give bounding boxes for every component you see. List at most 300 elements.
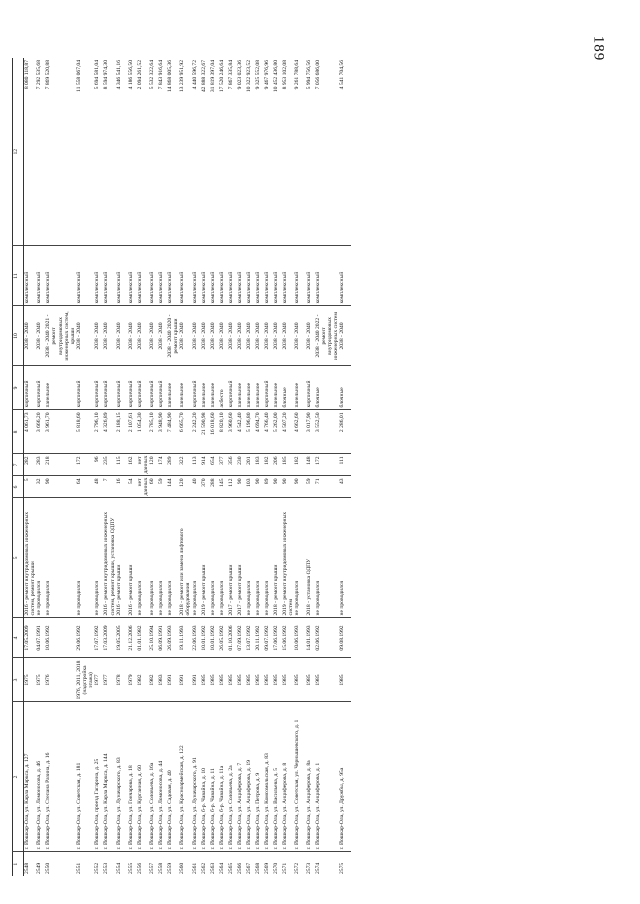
table-cell: 5 994 756,56 (305, 60, 312, 90)
table-cell: комплексный (315, 246, 340, 306)
table-cell: г. Йошкар-Ола, б-р. Чавайна, д. 10 (201, 702, 210, 852)
table-cell: 14 868 005,36 (166, 60, 173, 93)
table-cell: 1979 (128, 658, 137, 702)
table-cell: не проводился (315, 498, 340, 618)
table-cell: 5 818,60 (76, 410, 94, 454)
table-cell: 2019 - ремонт крыши (201, 498, 210, 618)
table-cell: 2038 - 2040 (36, 306, 45, 366)
table-cell: 2573 (306, 852, 315, 876)
table-cell: 7 867 335,84 (227, 60, 234, 90)
table-cell: 282 (24, 454, 37, 476)
table-cell: кирпичный (128, 366, 137, 410)
table-cell: 2555 (128, 852, 137, 876)
table-cell: комплексный (103, 246, 115, 306)
table-cell: 2 094 261,52 (136, 60, 143, 90)
table-cell: 89 (264, 476, 273, 498)
table-cell: 1991 (192, 658, 201, 702)
table-cell: 2 286,01 (339, 410, 351, 454)
table-cell: не проводился (45, 498, 76, 618)
table-cell: г. Йошкар-Ола, ул. Ломоносова, д. 44 (158, 702, 167, 852)
table-cell: комплексный (228, 246, 237, 306)
table-cell: 21.12.2006 (128, 618, 137, 658)
table-cell: 182 (294, 454, 306, 476)
table-cell: 2038 - 2040 (179, 306, 191, 366)
table-cell: не проводился (219, 498, 228, 618)
table-cell: комплексный (76, 246, 94, 306)
table-cell: 1977 (94, 658, 103, 702)
buildings-table (12, 58, 351, 876)
table-cell: 1991 (179, 658, 191, 702)
table-cell: 1985 (255, 658, 264, 702)
table-cell: 4 061,73 (24, 410, 37, 454)
column-header: 2 (13, 702, 24, 852)
table-cell: 2562 (201, 852, 210, 876)
table-cell: кирпичный (36, 366, 45, 410)
table-cell: 2 785,10 (149, 410, 158, 454)
table-cell: г. Йошкар-Ола, ул. Ломоносова, д. 46 (36, 702, 45, 852)
table-row (339, 58, 351, 876)
table-row (282, 58, 294, 876)
table-cell: 103 (246, 476, 255, 498)
table-cell: 2018 - установка ОДПУ (306, 498, 315, 618)
table-cell: г. Йошкар-Ола, ул. Анциферова, д. 8а (306, 702, 315, 852)
table-row (315, 58, 340, 876)
table-cell: панельное (294, 366, 306, 410)
table-cell: 29.06.1992 (76, 618, 94, 658)
table-row (294, 58, 306, 876)
table-row (158, 58, 167, 876)
table-cell: 370 (201, 476, 210, 498)
table-cell: 2016 - ремонт крыши (116, 498, 128, 618)
table-row (116, 58, 128, 876)
table-cell: 1985 (294, 658, 306, 702)
table-cell: кирпичный (137, 366, 149, 410)
table-cell: не проводился (158, 498, 167, 618)
table-cell: 9 023 023,36 (236, 60, 243, 90)
table-cell: 172 (76, 454, 94, 476)
table-cell: 2017 - ремонт крыши (228, 498, 237, 618)
table-cell: кирпичный (192, 366, 201, 410)
table-cell: 2038 - 2040 (237, 306, 246, 366)
table-cell: 2038 - 2040 (339, 306, 351, 366)
table-cell: не проводился (36, 498, 45, 618)
table-cell: 26.09.1993 (167, 618, 179, 658)
table-cell: 235 (103, 454, 115, 476)
table-cell: 8 820,10 (219, 410, 228, 454)
table-cell: 6 665,70 (179, 410, 191, 454)
table-cell: г. Йошкар-Ола, ул. Красноармейская, д. 122 (179, 702, 191, 852)
table-cell: 4 694,70 (255, 410, 264, 454)
table-cell: 1976, 2011, 2018 (надстройка этажа) (76, 658, 94, 702)
table-cell: 10 322 923,52 (245, 60, 252, 93)
table-cell: комплексный (24, 246, 37, 306)
table-cell: 2557 (149, 852, 158, 876)
table-cell: 4 186 556,50 (127, 60, 134, 90)
table-cell: 21 590,98 (201, 410, 210, 454)
table-cell: 2038 - 2040 (158, 306, 167, 366)
table-cell: г. Йошкар-Ола, ул. Советская, ул. Чернышевского, д. 1 (294, 702, 306, 852)
table-cell: комплексный (294, 246, 306, 306)
table-cell: 2038 - 2040 (306, 306, 315, 366)
table-cell: 1985 (306, 658, 315, 702)
table-cell: 2560 (179, 852, 191, 876)
table-body (24, 58, 352, 876)
table-cell: не проводился (94, 498, 103, 618)
table-cell: 59 (158, 476, 167, 498)
table-row (36, 58, 45, 876)
column-header: 8 (13, 410, 24, 454)
table-cell: комплексный (246, 246, 255, 306)
table-cell: 111 (339, 454, 351, 476)
table-cell: 60 (149, 476, 158, 498)
table-cell: 7 056 686,00 (314, 60, 321, 90)
table-cell: 2016 - ремонт внутридомовых инженерных систем, ремонт крыши (24, 498, 37, 618)
table-cell: 145 (219, 476, 228, 498)
table-cell: 90 (237, 476, 246, 498)
column-header: 7 (13, 454, 24, 476)
table-cell: 1975 (36, 658, 45, 702)
table-cell: 2 242,20 (192, 410, 201, 454)
table-cell: 9 261 788,64 (293, 60, 300, 90)
table-row (264, 58, 273, 876)
header-row (13, 58, 24, 876)
table-cell: 2016 - ремонт крыши (128, 498, 137, 618)
table-cell: 2038 - 2040 (219, 306, 228, 366)
table-cell: г. Йошкар-Ола, ул. Васильева, д. 5 (273, 702, 282, 852)
table-cell: 2552 (94, 852, 103, 876)
table-cell: 2038 - 2040 2021 - ремонт внутридомовых инженерных систем, крыши (45, 306, 76, 366)
table-cell: 19.11.1993 (179, 618, 191, 658)
table-row (137, 58, 149, 876)
table-cell: 2568 (255, 852, 264, 876)
table-cell: не проводился (210, 498, 219, 618)
table-cell: 1982 (149, 658, 158, 702)
table-cell: 283 (36, 454, 45, 476)
table-cell: г. Йошкар-Ола, ул. Советская, д. 181 (76, 702, 94, 852)
table-cell: г. Йошкар-Ола, б-р. Чавайна, д. 11а (219, 702, 228, 852)
table-cell: панельное (246, 366, 255, 410)
table-cell: 183 (255, 454, 264, 476)
column-header: 6 (13, 476, 24, 498)
table-row (167, 58, 179, 876)
table-cell: блочные (339, 366, 351, 410)
table-cell: 7 (103, 476, 115, 498)
table-cell: 1975 (24, 658, 37, 702)
table-cell: 2038 - 2040 (128, 306, 137, 366)
table-cell: кирпичный (306, 366, 315, 410)
table-cell: г. Йошкар-Ола, ул. Анциферова, д. 7 (237, 702, 246, 852)
table-cell: 2038 - 2040 (24, 306, 37, 366)
table-cell: 322 (179, 454, 191, 476)
table-cell: 162 (128, 454, 137, 476)
table-cell: 1991 (167, 658, 179, 702)
table-cell: 288 (210, 476, 219, 498)
table-row (246, 58, 255, 876)
table-cell: 1985 (201, 658, 210, 702)
table-row (103, 58, 115, 876)
table-cell: 2548 (24, 852, 37, 876)
table-cell: 7 292 535,68 (36, 60, 43, 90)
table-cell: комплексный (137, 246, 149, 306)
table-cell: 26.05.1992 (219, 618, 228, 658)
table-cell: 4 662,60 (294, 410, 306, 454)
table-cell: 120 (149, 454, 158, 476)
table-cell: блочные (282, 366, 294, 410)
table-cell: 2571 (282, 852, 294, 876)
table-cell: 7 484,90 (167, 410, 179, 454)
table-cell: 174 (158, 454, 167, 476)
table-cell: 2038 - 2040 (264, 306, 273, 366)
table-cell: 2 107,61 (128, 410, 137, 454)
table-cell: кирпичный (94, 366, 103, 410)
table-cell: 4 326,89 (103, 410, 115, 454)
table-cell: 10.01.1992 (201, 618, 210, 658)
table-cell: 2038 - 2040 (228, 306, 237, 366)
table-cell: 2553 (103, 852, 115, 876)
table-cell: комплексный (255, 246, 264, 306)
table-cell: 3 666,20 (36, 410, 45, 454)
table-cell: нет данных (137, 476, 149, 498)
table-cell: 90 (282, 476, 294, 498)
table-cell: комплексный (128, 246, 137, 306)
table-cell: панельное (179, 366, 191, 410)
table-cell: 07.09.1992 (237, 618, 246, 658)
table-cell: 8 953 102,08 (281, 60, 288, 90)
table-cell: кирпичный (116, 366, 128, 410)
table-cell: не проводился (137, 498, 149, 618)
table-row (237, 58, 246, 876)
table-cell: 2038 - 2040 (192, 306, 201, 366)
table-cell: 31 819 397,04 (209, 60, 216, 93)
table-cell: 5 262,00 (273, 410, 282, 454)
table-cell: 4 346 541,16 (115, 60, 122, 90)
table-cell: 2038 - 2040 (210, 306, 219, 366)
table-cell: 1985 (210, 658, 219, 702)
table-cell: г. Йошкар-Ола, б-р. Чавайна, д. 11 (210, 702, 219, 852)
table-cell: комплексный (36, 246, 45, 306)
table-row (128, 58, 137, 876)
table-cell: 1985 (282, 658, 294, 702)
table-cell: 17.06.1992 (273, 618, 282, 658)
table-cell: 64 (76, 476, 94, 498)
table-cell: 144 (167, 476, 179, 498)
table-cell: комплексный (210, 246, 219, 306)
table-row (201, 58, 210, 876)
table-cell: 3 948,90 (158, 410, 167, 454)
table-cell: 182 (264, 454, 273, 476)
table-cell: комплексный (158, 246, 167, 306)
table-cell: кирпичный (158, 366, 167, 410)
table-cell: 19.05.2005 (116, 618, 128, 658)
table-cell: панельное (201, 366, 210, 410)
table-cell: 16 018,60 (210, 410, 219, 454)
table-cell: 1985 (273, 658, 282, 702)
table-cell: комплексный (282, 246, 294, 306)
table-row (76, 58, 94, 876)
table-cell: 1976 (45, 658, 76, 702)
table-cell: кирпичный (76, 366, 94, 410)
table-row (94, 58, 103, 876)
table-cell: 289 (167, 454, 179, 476)
table-cell: 1982 (137, 658, 149, 702)
table-cell: 2550 (45, 852, 76, 876)
table-cell: 2575 (339, 852, 351, 876)
table-cell: г. Йошкар-Ола, ул. Анциферова, д. 1 (315, 702, 340, 852)
table-cell: г. Йошкар-Ола, ул. Комсомольская, д. 83 (264, 702, 273, 852)
table-cell: 230 (237, 454, 246, 476)
table-cell: комплексный (45, 246, 76, 306)
table-cell: комплексный (94, 246, 103, 306)
table-cell: 654 (210, 454, 219, 476)
table-cell: не проводился (246, 498, 255, 618)
table-row (210, 58, 219, 876)
table-cell: 2038 - 2040 (94, 306, 103, 366)
column-header: 11 (13, 246, 24, 306)
table-cell: комплексный (116, 246, 128, 306)
table-cell: панельное (45, 366, 76, 410)
table-cell: 2038 - 2040 (255, 306, 264, 366)
table-cell: 1985 (315, 658, 340, 702)
table-cell: комплексный (219, 246, 228, 306)
table-cell: 17.07.1992 (94, 618, 103, 658)
table-cell: блочные (315, 366, 340, 410)
table-cell: 2038 - 2040 2022 - ремонт внутридомовых инженерных систем (315, 306, 340, 366)
column-header: 4 (13, 618, 24, 658)
table-cell: 13.07.1992 (246, 618, 255, 658)
table-cell: г. Йошкар-Ола, ул. Анциферова, д. 19 (246, 702, 255, 852)
table-cell: 90 (294, 476, 306, 498)
table-cell: 2567 (246, 852, 255, 876)
table-cell: 48 (94, 476, 103, 498)
table-cell: не проводился (294, 498, 306, 618)
table-cell: кирпичный (228, 366, 237, 410)
table-cell: панельное (167, 366, 179, 410)
table-cell: г. Йошкар-Ола, ул. Анциферова, д. 8 (282, 702, 294, 852)
table-cell: 25.10.1994 (149, 618, 158, 658)
table-cell: 2549 (36, 852, 45, 876)
table-cell: 2565 (228, 852, 237, 876)
table-cell: 5 (24, 476, 37, 498)
column-header: 10 (13, 306, 24, 366)
table-cell: комплексный (149, 246, 158, 306)
table-cell: 1 054,30 (137, 410, 149, 454)
table-cell: кирпичный (103, 366, 115, 410)
table-cell: 40 (192, 476, 201, 498)
table-cell: 2556 (137, 852, 149, 876)
table-row (219, 58, 228, 876)
table-cell: 2038 - 2040 2020 - ремонт крыши (167, 306, 179, 366)
table-cell: 2018 - ремонт крыши (273, 498, 282, 618)
table-cell: 7 843 916,64 (157, 60, 164, 90)
table-cell: г. Йошкар-Ола, ул. Луначарского, д. 83 (116, 702, 128, 852)
table-cell: 1985 (219, 658, 228, 702)
table-cell: асбесто (219, 366, 228, 410)
table-cell: 2038 - 2040 (76, 306, 94, 366)
table-cell: 148 (306, 454, 315, 476)
table-cell: 5 694 581,04 (94, 60, 101, 90)
table-cell: 1985 (264, 658, 273, 702)
table-cell: 218 (45, 454, 76, 476)
table-row (179, 58, 191, 876)
table-cell: г. Йошкар-Ола, ул. Луначарского, д. 91 (192, 702, 201, 852)
table-cell: 2 188,15 (116, 410, 128, 454)
table-cell: 2554 (116, 852, 128, 876)
table-cell: 11 558 067,04 (75, 60, 82, 92)
column-header: 5 (13, 498, 24, 618)
table-cell: 2561 (192, 852, 201, 876)
table-cell: 2016 - ремонт внутридомовых инженерных систем, ремонт крыши, установка ОДПУ (103, 498, 115, 618)
column-header: 1 (13, 852, 24, 876)
table-cell: 201 (246, 454, 255, 476)
table-cell: 3 017,90 (306, 410, 315, 454)
table-cell: 2558 (158, 852, 167, 876)
table-cell: не проводился (264, 498, 273, 618)
table-row (149, 58, 158, 876)
table-cell: 42 888 322,67 (200, 60, 207, 93)
table-cell: 2038 - 2040 (201, 306, 210, 366)
table-cell: 96 (94, 454, 103, 476)
table-cell: г. Йошкар-Ола, ул. Карла Маркса, д. 144 (103, 702, 115, 852)
table-cell: панельное (273, 366, 282, 410)
table-cell: 172 (315, 454, 340, 476)
table-cell: 2017 - ремонт крыши (237, 498, 246, 618)
table-cell: не проводился (167, 498, 179, 618)
table-cell: 112 (228, 476, 237, 498)
table-cell: 1978 (116, 658, 128, 702)
table-cell: 2572 (294, 852, 306, 876)
table-cell: 206 (273, 454, 282, 476)
table-cell: 10.01.1992 (210, 618, 219, 658)
table-cell: 22.06.1993 (192, 618, 201, 658)
table-cell: комплексный (264, 246, 273, 306)
table-cell: 113 (192, 454, 201, 476)
table-cell: 2564 (219, 852, 228, 876)
table-cell: 59 (306, 476, 315, 498)
table-cell: 4 507,20 (282, 410, 294, 454)
table-cell: 2038 - 2040 (149, 306, 158, 366)
table-cell: г. Йошкар-Ола, ул. Садовая, д. 40 (167, 702, 179, 852)
table-cell: 09.08.1992 (339, 618, 351, 658)
table-cell: 1985 (246, 658, 255, 702)
table-cell: комплексный (192, 246, 201, 306)
table-row (255, 58, 264, 876)
table-cell: 14.01.1993 (306, 618, 315, 658)
table-cell: 01.10.2006 (228, 618, 237, 658)
table-cell: не проводился (192, 498, 201, 618)
table-cell: 2038 - 2040 (294, 306, 306, 366)
table-cell: 90 (273, 476, 282, 498)
table-cell: 3 961,70 (45, 410, 76, 454)
column-header: 9 (13, 366, 24, 410)
table-cell: 9 325 552,08 (254, 60, 261, 90)
table-cell: 185 (282, 454, 294, 476)
table-cell: 115 (116, 454, 128, 476)
table-cell: г. Йошкар-Ола, ул. Карла Маркса, д. 127 (24, 702, 37, 852)
table-cell: комплексный (201, 246, 210, 306)
table-cell: 10.06.1992 (45, 618, 76, 658)
table-cell: 04.07.1991 (36, 618, 45, 658)
table-cell: 8 080 118,87 (24, 60, 30, 90)
table-cell: 2559 (167, 852, 179, 876)
column-header: 12 (13, 58, 24, 246)
table-cell: г. Йошкар-Ола, ул. Курганная, д. 60 (137, 702, 149, 852)
table-cell: г. Йошкар-Ола, ул. Соловьева, д. 2а (228, 702, 237, 852)
table-cell: 2038 - 2040 (116, 306, 128, 366)
table-cell: 2551 (76, 852, 94, 876)
table-row (24, 58, 37, 876)
table-cell: 01.01.1982 (137, 618, 149, 658)
table-cell: 02.06.1992 (315, 618, 340, 658)
